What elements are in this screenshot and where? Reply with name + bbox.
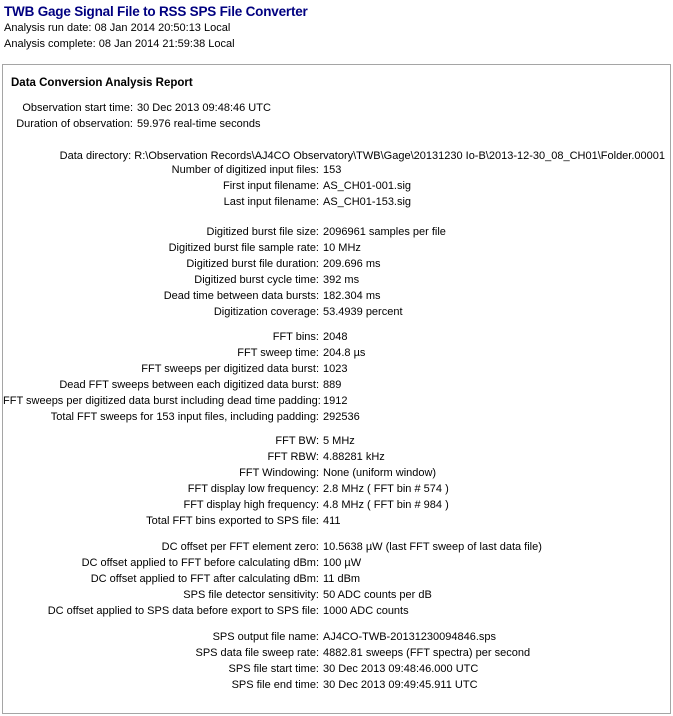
section-digitized-burst	[3, 224, 670, 320]
report-row	[3, 661, 670, 677]
row-value: 392 ms	[323, 274, 360, 286]
report-row	[3, 304, 670, 320]
row-label: Digitized burst cycle time:	[194, 274, 319, 286]
row-value: 50 ADC counts per dB	[323, 589, 432, 601]
report-row	[3, 513, 670, 529]
row-value: 4.8 MHz ( FFT bin # 984 )	[323, 499, 449, 511]
row-value: 153	[323, 164, 342, 176]
row-label: Data directory:	[59, 150, 132, 162]
row-value: 30 Dec 2013 09:48:46 UTC	[137, 102, 271, 114]
row-label: Digitized burst file sample rate:	[168, 242, 319, 254]
row-label: SPS file detector sensitivity:	[183, 589, 319, 601]
section-sps-output	[3, 629, 670, 693]
report-row	[3, 256, 670, 272]
page-header	[4, 3, 308, 52]
report-row	[3, 162, 670, 178]
analysis-complete-value: 08 Jan 2014 21:59:38 Local	[98, 38, 235, 50]
row-label: DC offset applied to FFT before calculating dBm:	[81, 557, 319, 569]
row-label: SPS data file sweep rate:	[195, 647, 319, 659]
report-row	[3, 345, 670, 361]
row-value: 209.696 ms	[323, 258, 381, 270]
row-label: FFT sweep time:	[237, 347, 319, 359]
section-input-files	[3, 150, 670, 210]
row-label: Total FFT sweeps for 153 input files, including padding:	[50, 411, 319, 423]
row-label: FFT display high frequency:	[183, 499, 319, 511]
row-label: FFT Windowing:	[239, 467, 319, 479]
row-value: 5 MHz	[323, 435, 355, 447]
analysis-run-date-line	[4, 20, 308, 36]
row-label: First input filename:	[223, 180, 319, 192]
report-row	[3, 497, 670, 513]
report-row	[3, 433, 670, 449]
row-label: FFT BW:	[275, 435, 319, 447]
report-row	[3, 645, 670, 661]
row-label: DC offset applied to SPS data before export to SPS file:	[47, 605, 319, 617]
report-row	[3, 409, 670, 425]
row-value: 30 Dec 2013 09:48:46.000 UTC	[323, 663, 479, 675]
report-row	[3, 272, 670, 288]
row-value: 204.8 µs	[323, 347, 366, 359]
report-row	[3, 393, 670, 409]
report-row	[3, 116, 670, 132]
section-observation	[3, 100, 670, 132]
report-row	[3, 481, 670, 497]
row-label: FFT sweeps per digitized data burst:	[141, 363, 319, 375]
report-row	[3, 677, 670, 693]
row-label: Total FFT bins exported to SPS file:	[146, 515, 319, 527]
page-title: TWB Gage Signal File to RSS SPS File Converter	[4, 4, 308, 19]
report-row	[3, 629, 670, 645]
report-row	[3, 361, 670, 377]
section-fft-params	[3, 433, 670, 529]
row-label: SPS file end time:	[231, 679, 319, 691]
row-value: 10 MHz	[323, 242, 361, 254]
report-group-box	[2, 64, 671, 714]
row-value: AS_CH01-153.sig	[323, 196, 412, 208]
row-label: Duration of observation:	[16, 118, 133, 130]
row-label: Observation start time:	[22, 102, 133, 114]
row-value: 10.5638 µW (last FFT sweep of last data file)	[323, 541, 542, 553]
row-value: None (uniform window)	[323, 467, 437, 479]
report-row	[3, 224, 670, 240]
row-value: 4.88281 kHz	[323, 451, 385, 463]
row-value: 1000 ADC counts	[323, 605, 409, 617]
report-row	[3, 377, 670, 393]
row-label: Number of digitized input files:	[171, 164, 319, 176]
row-value: 2048	[323, 331, 348, 343]
report-row	[3, 194, 670, 210]
row-value: R:\Observation Records\AJ4CO Observatory\TWB\Gage\20131230 Io-B\2013-12-30_08_CH01\Folder.00001	[134, 150, 665, 162]
row-value: 100 µW	[323, 557, 362, 569]
row-value: 30 Dec 2013 09:49:45.911 UTC	[323, 679, 478, 691]
row-label: Digitized burst file size:	[206, 226, 319, 238]
analysis-run-date-value: 08 Jan 2014 20:50:13 Local	[94, 22, 231, 34]
row-label: Digitized burst file duration:	[186, 258, 319, 270]
row-value: 2.8 MHz ( FFT bin # 574 )	[323, 483, 449, 495]
row-label: FFT RBW:	[267, 451, 319, 463]
row-value: 53.4939 percent	[323, 306, 403, 318]
row-value: 1023	[323, 363, 348, 375]
row-label: Last input filename:	[223, 196, 319, 208]
row-value: 4882.81 sweeps (FFT spectra) per second	[323, 647, 531, 659]
row-label: Dead time between data bursts:	[163, 290, 319, 302]
row-label: Dead FFT sweeps between each digitized data burst:	[59, 379, 319, 391]
row-label: DC offset applied to FFT after calculating dBm:	[90, 573, 319, 585]
row-value: 1912	[323, 395, 348, 407]
analysis-complete-label: Analysis complete:	[4, 38, 96, 50]
analysis-run-date-label: Analysis run date:	[4, 22, 92, 34]
row-value: 11 dBm	[323, 573, 361, 585]
row-value: 411	[323, 515, 341, 527]
row-value: AJ4CO-TWB-20131230094846.sps	[323, 631, 497, 643]
section-fft-sweeps	[3, 329, 670, 425]
report-row-data-directory	[3, 150, 670, 162]
row-value: 292536	[323, 411, 360, 423]
row-label: Digitization coverage:	[213, 306, 319, 318]
report-row	[3, 449, 670, 465]
report-row	[3, 555, 670, 571]
report-row	[3, 465, 670, 481]
row-label: SPS output file name:	[212, 631, 319, 643]
section-dc-offset	[3, 539, 670, 619]
report-row	[3, 288, 670, 304]
report-row	[3, 587, 670, 603]
row-label: FFT display low frequency:	[187, 483, 319, 495]
row-value: AS_CH01-001.sig	[323, 180, 412, 192]
report-row	[3, 603, 670, 619]
analysis-complete-line	[4, 36, 308, 52]
row-label: FFT sweeps per digitized data burst including dead time padding:	[3, 395, 321, 407]
row-label: DC offset per FFT element zero:	[161, 541, 319, 553]
report-title: Data Conversion Analysis Report	[11, 77, 193, 89]
report-row	[3, 178, 670, 194]
report-row	[3, 240, 670, 256]
report-row	[3, 571, 670, 587]
report-row	[3, 539, 670, 555]
row-value: 2096961 samples per file	[323, 226, 446, 238]
row-value: 59.976 real-time seconds	[137, 118, 261, 130]
row-label: FFT bins:	[272, 331, 319, 343]
row-label: SPS file start time:	[228, 663, 319, 675]
row-value: 889	[323, 379, 342, 391]
report-row	[3, 100, 670, 116]
row-value: 182.304 ms	[323, 290, 381, 302]
report-row	[3, 329, 670, 345]
